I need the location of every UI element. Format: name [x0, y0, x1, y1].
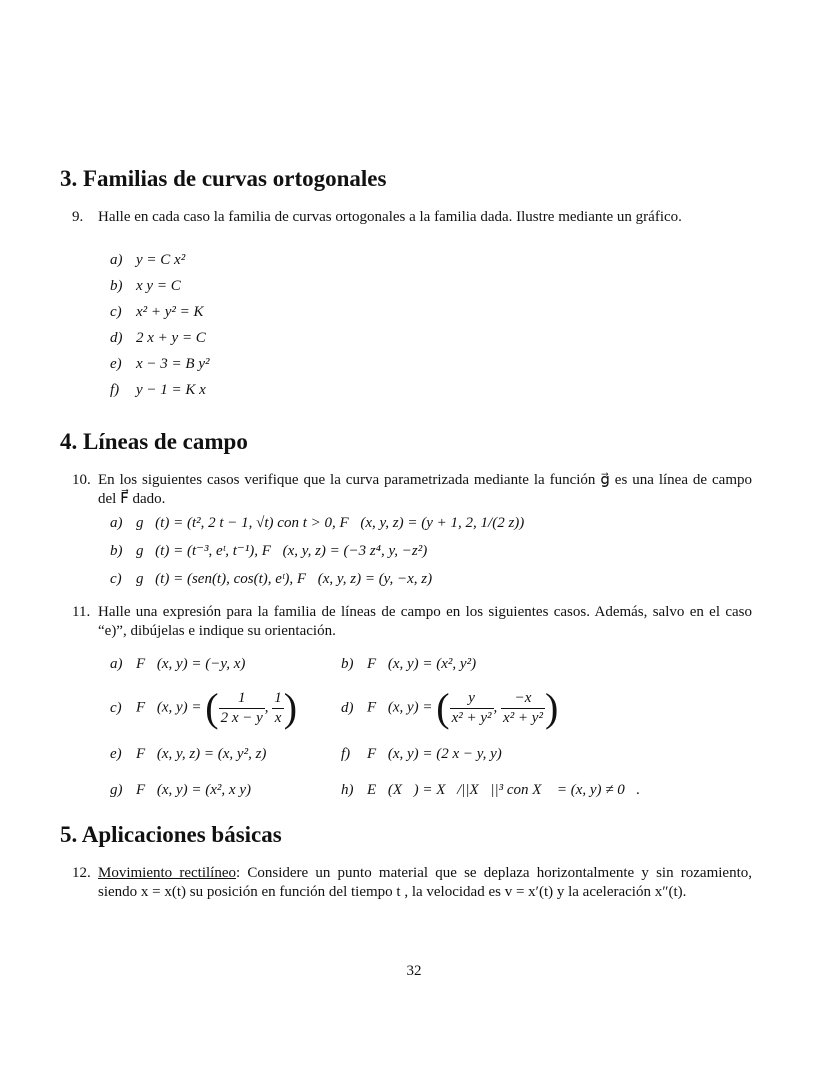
- list-item: f) y − 1 = K x: [110, 382, 206, 398]
- list-item: d) F⃗(x, y) = ( $\frac{y}{\text{x² + y²}}$ , $\frac{-x}{\text{x² + y²}}$ ): [341, 685, 559, 730]
- problem-10-number: 10.: [72, 472, 91, 488]
- problem-10-text: En los siguientes casos verifique que la curva parametrizada mediante la función g⃗ es una línea de campo del F⃗ dado.: [98, 472, 752, 507]
- problem-11-number: 11.: [72, 604, 91, 620]
- list-item: b) g⃗(t) = (t⁻³, eᵗ, t⁻¹), F⃗(x, y, z) = (−3 z⁴, y, −z²): [110, 543, 428, 559]
- list-item: f) F⃗(x, y) = (2 x − y, y): [341, 746, 502, 762]
- problem-11-text: Halle una expresión para la familia de líneas de campo en los siguientes casos. Además, salvo en el caso “e)”, dibújelas e indique su orientación.: [98, 604, 752, 639]
- section-4-title: 4. Líneas de campo: [60, 429, 248, 454]
- problem-9-text: Halle en cada caso la familia de curvas ortogonales a la familia dada. Ilustre mediante un gráfico.: [98, 209, 682, 225]
- problem-12-text: Movimiento rectilíneo: Considere un punto material que se deplaza horizontalmente y sin rozamiento, siendo x = x(t) su posición en función del tiempo t , la velocidad es v = x′(t) y la aceleración x″(t).: [98, 865, 752, 900]
- list-item: a) F⃗(x, y) = (−y, x): [110, 656, 246, 672]
- list-item: b) F⃗(x, y) = (x², y²): [341, 656, 477, 672]
- list-item: h) E⃗(X⃗) = X⃗/||X⃗||³ con X⃗ = (x, y) ≠ 0⃗.: [341, 782, 641, 798]
- list-item: a) g⃗(t) = (t², 2 t − 1, √t) con t > 0, F⃗(x, y, z) = (y + 1, 2, 1/(2 z)): [110, 515, 525, 531]
- problem-12-number: 12.: [72, 865, 91, 881]
- list-item: e) x − 3 = B y²: [110, 356, 210, 372]
- list-item: c) g⃗(t) = (sen(t), cos(t), eᵗ), F⃗(x, y, z) = (y, −x, z): [110, 571, 433, 587]
- problem-9-number: 9.: [72, 209, 84, 225]
- list-item: c) F⃗(x, y) = ( $\frac{1}{2 x - y}$ , $\frac{1}{x}$ ): [110, 685, 298, 730]
- list-item: d) 2 x + y = C: [110, 330, 206, 346]
- list-item: g) F⃗(x, y) = (x², x y): [110, 782, 251, 798]
- list-item: c) x² + y² = K: [110, 304, 204, 320]
- list-item: a) y = C x²: [110, 252, 186, 268]
- problem-12-heading: Movimiento rectilíneo: [98, 865, 236, 881]
- list-item: b) x y = C: [110, 278, 181, 294]
- section-5-title: 5. Aplicaciones básicas: [60, 822, 282, 847]
- list-item: e) F⃗(x, y, z) = (x, y², z): [110, 746, 267, 762]
- page-number: 32: [406, 963, 422, 979]
- section-3-title: 3. Familias de curvas ortogonales: [60, 166, 387, 191]
